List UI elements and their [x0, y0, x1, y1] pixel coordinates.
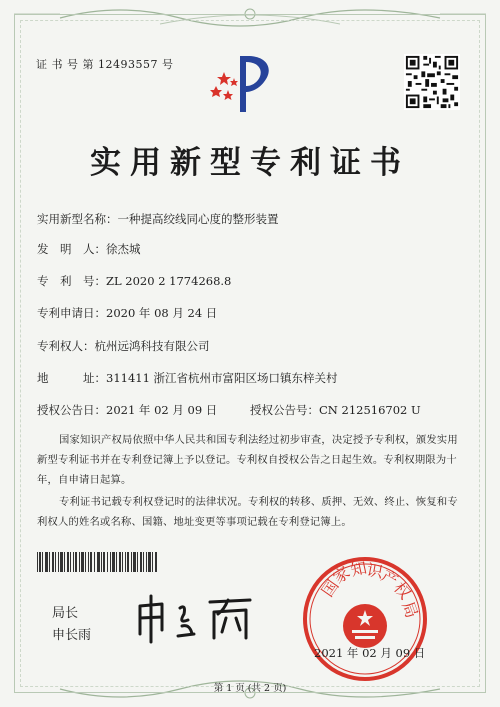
svg-text:局: 局	[398, 598, 422, 621]
svg-text:权: 权	[389, 578, 415, 603]
filing-date-row	[37, 305, 217, 321]
address-row	[37, 370, 338, 386]
svg-text:国: 国	[317, 576, 343, 601]
inventor-row	[37, 241, 141, 257]
svg-text:家: 家	[329, 562, 354, 588]
patent-number-row	[37, 273, 231, 289]
patent-holder-label: 专利权人：	[37, 339, 95, 353]
grant-date-label: 授权公告日：	[37, 403, 106, 417]
svg-text:识: 识	[365, 560, 385, 582]
cnipa-logo-icon	[202, 48, 282, 118]
svg-text:知: 知	[348, 557, 369, 580]
grant-date-value: 2021 年 02 月 09 日	[106, 403, 218, 417]
filing-date-value: 2020 年 08 月 24 日	[106, 306, 218, 320]
qr-code-icon	[404, 54, 460, 110]
utility-model-name-value: 一种提高绞线同心度的整形装置	[117, 212, 279, 226]
utility-model-name-row	[37, 211, 279, 227]
filing-date-label: 专利申请日：	[37, 306, 106, 320]
page-number: 第 1 页 (共 2 页)	[213, 683, 287, 694]
director-name: 申长雨	[52, 628, 92, 643]
grant-number-row	[250, 402, 421, 418]
legal-status-paragraph: 专利证书记载专利权登记时的法律状况。专利权的转移、质押、无效、终止、恢复和专利权人的姓名或名称、国籍、地址变更等事项记载在专利登记簿上。	[37, 496, 458, 528]
patent-number-value: ZL 2020 2 1774268.8	[106, 274, 232, 288]
grant-number-label: 授权公告号：	[250, 403, 319, 417]
patent-holder-value: 杭州远鸿科技有限公司	[94, 339, 210, 353]
inventor-label: 发 明 人：	[37, 242, 106, 256]
official-red-seal	[300, 554, 430, 684]
director-title: 局长	[52, 606, 79, 621]
issue-date: 2021 年 02 月 09 日	[314, 646, 426, 660]
grant-number-value: CN 212516702 U	[319, 403, 421, 417]
svg-text:产: 产	[378, 566, 402, 591]
address-label: 地 址：	[37, 371, 106, 385]
inventor-value: 徐杰城	[106, 242, 141, 256]
certificate-number: 证 书 号 第 12493557 号	[36, 58, 174, 71]
grant-statement-paragraph: 国家知识产权局依照中华人民共和国专利法经过初步审查，决定授予专利权，颁发实用新型专利证书并在专利登记簿上予以登记。专利权自授权公告之日起生效。专利权期限为十年，自申请日起算。	[37, 434, 458, 486]
grant-date-row	[37, 402, 217, 418]
patent-holder-row	[37, 338, 210, 354]
director-signature	[132, 590, 262, 646]
certificate-title: 实用新型专利证书	[90, 145, 410, 181]
address-value: 311411 浙江省杭州市富阳区场口镇东梓关村	[106, 371, 338, 385]
barcode-icon	[37, 552, 157, 572]
utility-model-name-label: 实用新型名称：	[37, 212, 118, 226]
patent-number-label: 专 利 号：	[37, 274, 106, 288]
